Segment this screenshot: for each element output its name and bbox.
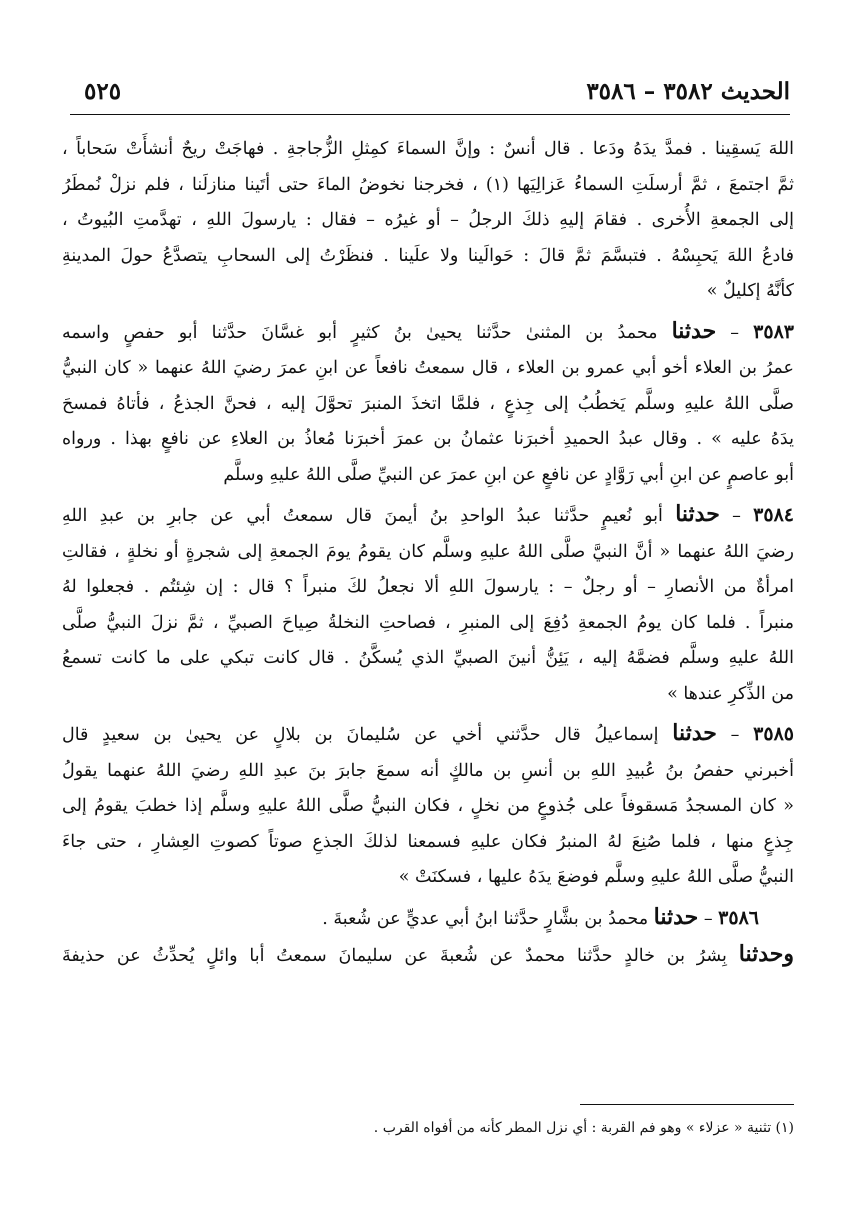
hadith-number: ٣٥٨٣ — [753, 320, 794, 343]
text-line: صلَّى اللهُ عليهِ وسلَّم يَخطُبُ إلى جِذعٍ ، فلمَّا اتخذَ المنبرَ تحوَّلَ إليه ، فحنَّ الجذعُ ، فأتاهُ فمسحَ — [62, 393, 794, 414]
text-line: ٣٥٨٦ – حدثنا محمدُ بن بشَّارٍ حدَّثنا ابنُ أبي عديٍّ عن شُعبةَ . — [322, 903, 759, 930]
header-rule — [70, 114, 790, 115]
text-line: ٣٥٨٥ – حدثنا إسماعيلُ قال حدَّثني أخي عن سُليمانَ بن بلالٍ عن يحيىٰ بن سعيدٍ قال — [62, 720, 794, 746]
text-line: امرأةٌ من الأنصارِ – أو رجلٌ – : يارسولَ اللهِ ألا نجعلُ لكَ منبراً ؟ قال : إن شِئتُم . فجعلوا لهُ — [62, 577, 794, 597]
text-line: أبو عاصمٍ عن ابنِ أبي رَوَّادٍ عن نافعٍ عن ابنِ عمرَ عن النبيِّ صلَّى اللهُ عليهِ وسلَّم — [223, 464, 794, 485]
text-line: كأنَّهُ إكليلٌ » — [706, 281, 794, 301]
text-line: منبراً . فلما كان يومُ الجمعةِ دُفِعَ إلى المنبرِ ، فصاحتِ النخلةُ صِياحَ الصبيِّ ، ثمَّ نزلَ النبيُّ صلَّى — [62, 612, 794, 633]
text-line: النبيُّ صلَّى اللهُ عليهِ وسلَّم فوضعَ يدَهُ عليها ، فسكنَتْ » — [398, 867, 794, 887]
text-line: رضيَ اللهُ عنهما « أنَّ النبيَّ صلَّى اللهُ عليهِ وسلَّم كان يقومُ يومَ الجمعةِ إلى شجرةٍ أو نخلةٍ ، فقالتِ — [62, 541, 794, 562]
running-title: الحديث ٣٥٨٢ – ٣٥٨٦ — [586, 78, 790, 105]
text-line: ثمَّ اجتمعَ ، ثمَّ أرسلَتِ السماءُ عَزالِيَها (١) ، فخرجنا نخوضُ الماءَ حتى أتَينا منازلَنا ، فلم نزلْ نُمطَرُ — [62, 174, 794, 195]
hadith-text: أبو نُعيمٍ حدَّثنا عبدُ الواحدِ بنُ أيمنَ قال سمعتُ أبي عن جابرِ بن عبدِ اللهِ — [62, 506, 663, 526]
hadith-text: محمدُ بن المثنىٰ حدَّثنا يحيىٰ بنُ كثيرٍ أبو غسَّانَ حدَّثنا أبو حفصٍ واسمه — [62, 322, 658, 343]
continuation-paragraph — [62, 132, 794, 310]
haddathana-word: حدثنا — [672, 720, 717, 746]
hadith-3584 — [62, 497, 794, 712]
text-line — [62, 937, 794, 975]
text-line: من الذِّكرِ عندها » — [667, 683, 794, 704]
hadith-3585 — [62, 716, 794, 896]
footnote: (١) تثنية « عزلاء » وهو فم القربة : أي نزل المطر كأنه من أفواه القرب . — [373, 1120, 794, 1136]
hadith-3583 — [62, 314, 794, 494]
hadith-text: بِشرُ بن خالدٍ حدَّثنا محمدٌ عن شُعبةَ عن سليمانَ سمعتُ أبا وائلٍ يُحدِّثُ عن حذيفةَ — [62, 946, 727, 966]
haddathana-word: حدثنا — [675, 501, 720, 527]
text-line: إلى الجمعةِ الأُخرى . فقامَ إليهِ ذلكَ الرجلُ – أو غيرُه – فقال : يارسولَ اللهِ ، تهدَّمتِ البُيوتُ ، — [62, 210, 794, 230]
text-line: اللهُ عليهِ وسلَّم فضمَّهُ إليه ، يَئِنُّ أنينَ الصبيِّ الذي يُسكَّنُ . قال كانت تبكي على ما كانت تسمعُ — [62, 648, 794, 668]
text-line: ٣٥٨٣ – حدثنا محمدُ بن المثنىٰ حدَّثنا يحيىٰ بنُ كثيرٍ أبو غسَّانَ حدَّثنا أبو حفصٍ واسمه — [62, 317, 794, 344]
text-line: « كان المسجدُ مَسقوفاً على جُذوعٍ من نخلٍ ، فكان النبيُّ صلَّى اللهُ عليهِ وسلَّم إذا خطبَ يقومُ إلى — [62, 796, 794, 816]
text-line: اللهَ يَسقِينا . فمدَّ يدَهُ ودَعا . قال أنسٌ : وإنَّ السماءَ كمِثلِ الزُّجاجةِ . فهاجَتْ ريحٌ أنشأَتْ سَحاباً ، — [62, 139, 794, 159]
hadith-3586 — [62, 900, 794, 975]
haddathana-word: حدثنا — [671, 317, 717, 344]
page-header — [70, 78, 790, 112]
main-text — [62, 132, 794, 975]
wahaddathana-word: وحدثنا — [738, 941, 794, 967]
haddathana-word: حدثنا — [653, 903, 699, 930]
hadith-number: ٣٥٨٦ — [718, 906, 759, 929]
text-line: ٣٥٨٤ – حدثنا أبو نُعيمٍ حدَّثنا عبدُ الواحدِ بنُ أيمنَ قال سمعتُ أبي عن جابرِ بن عبدِ اللهِ — [62, 501, 794, 527]
text-line: جِذعٍ منها ، فلما صُنِعَ لهُ المنبرُ فكان عليهِ فسمعنا لذلكَ الجذعِ صوتاً كصوتِ العِشارِ ، حتى جاءَ — [62, 831, 794, 852]
page-number: ٥٢٥ — [84, 78, 122, 105]
text-line: أخبرني حفصُ بنُ عُبيدِ اللهِ بن أنسِ بن مالكٍ أنه سمعَ جابرَ بنَ عبدِ اللهِ رضيَ اللهُ عنهما يقولُ — [62, 760, 794, 781]
hadith-number: ٣٥٨٤ — [753, 504, 794, 526]
hadith-number: ٣٥٨٥ — [753, 723, 794, 745]
hadith-text: إسماعيلُ قال حدَّثني أخي عن سُليمانَ بن بلالٍ عن يحيىٰ بن سعيدٍ قال — [62, 725, 659, 745]
text-line: يدَهُ عليه » . وقال عبدُ الحميدِ أخبرَنا عثمانُ بن عمرَ أخبرَنا مُعاذُ بن العلاءِ عن نافعٍ بهذا . ورواه — [62, 429, 794, 449]
footnote-rule — [580, 1104, 794, 1105]
text-line: عمرُ بن العلاء أخو أبي عمرو بن العلاء ، قال سمعتُ نافعاً عن ابنِ عمرَ رضيَ اللهُ عنهما « كان النبيُّ — [62, 358, 794, 378]
text-line: فادعُ اللهَ يَحبِسْهُ . فتبسَّمَ ثمَّ قالَ : حَوالَينا ولا علَينا . فنظَرْتُ إلى السحابِ يتصدَّعُ حولَ المدينةِ — [62, 245, 794, 266]
hadith-text: محمدُ بن بشَّارٍ حدَّثنا ابنُ أبي عديٍّ عن شُعبةَ . — [322, 908, 649, 929]
